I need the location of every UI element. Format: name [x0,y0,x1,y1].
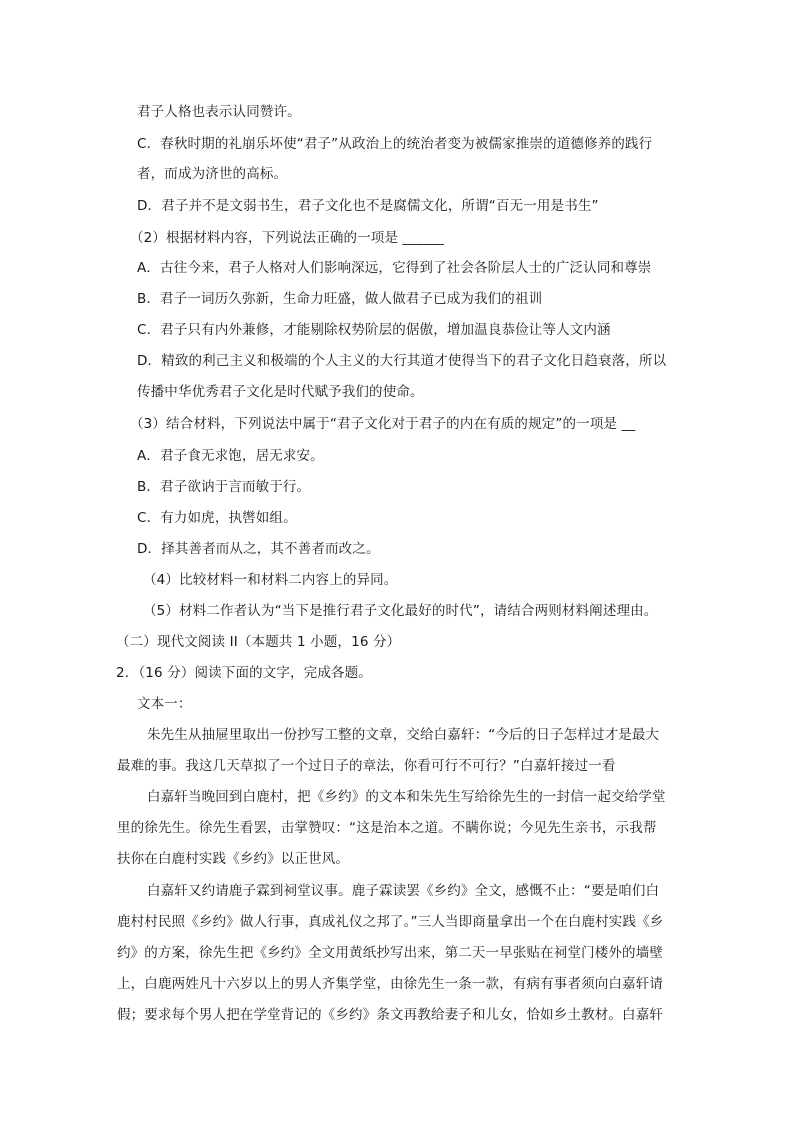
paragraph-line: 白嘉轩又约请鹿子霖到祠堂议事。鹿子霖读罢《乡约》全文，感慨不止：“要是咱们白 [147,883,660,899]
text-line: D．君子并不是文弱书生，君子文化也不是腐儒文化，所谓“百无一用是书生” [137,198,599,214]
question-5-prompt: （5）材料二作者认为“当下是推行君子文化最好的时代”，请结合两则材料阐述理由。 [143,603,658,619]
text-line: 传播中华优秀君子文化是时代赋予我们的使命。 [137,384,424,400]
question-3-prompt: （3）结合材料，下列说法中属于“君子文化对于君子的内在有质的规定”的一项是 __ [130,416,636,432]
text-label: 文本一： [137,696,192,712]
option-c: C．有力如虎，执辔如组。 [137,510,297,526]
paragraph-line: 扶你在白鹿村实践《乡约》以正世风。 [117,851,350,867]
option-a: A．古往今来，君子人格对人们影响深远，它得到了社会各阶层人士的广泛认同和尊崇 [137,260,652,276]
paragraph-line: 白嘉轩当晚回到白鹿村，把《乡约》的文本和朱先生写给徐先生的一封信一起交给学堂 [147,789,666,805]
paragraph-line: 最难的事。我这几天草拟了一个过日子的章法，你看可行不可行？”白嘉轩接过一看 [117,758,616,774]
question-4-prompt: （4）比较材料一和材料二内容上的异同。 [143,572,398,588]
paragraph-line: 假；要求每个男人把在学堂背记的《乡约》条文再教给妻子和儿女，恰如乡土教材。白嘉轩 [117,1007,663,1023]
paragraph-line: 鹿村村民照《乡约》做人行事，真成礼仪之邦了。”三人当即商量拿出一个在白鹿村实践《乡 [117,914,664,930]
paragraph-line: 里的徐先生。徐先生看罢，击掌赞叹：“这是治本之道。不瞒你说；今见先生亲书，示我帮 [117,820,657,836]
option-a: A．君子食无求饱，居无求安。 [137,448,324,464]
text-line: C．春秋时期的礼崩乐坏使“君子”从政治上的统治者变为被儒家推崇的道德修养的践行 [137,136,653,152]
paragraph-line: 朱先生从抽屉里取出一份抄写工整的文章，交给白嘉轩：“今后的日子怎样过才是最大 [147,727,660,743]
option-b: B．君子欲讷于言而敏于行。 [137,479,311,495]
option-c: C．君子只有内外兼修，才能剔除权势阶层的倨傲，增加温良恭俭让等人文内涵 [137,322,611,338]
question-2-prompt: （2）根据材料内容，下列说法正确的一项是 ______ [130,230,444,246]
question-heading: 2．（16 分）阅读下面的文字，完成各题。 [116,665,372,681]
paragraph-line: 约》的方案，徐先生把《乡约》全文用黄纸抄写出来，第二天一早张贴在祠堂门楼外的墙壁 [117,945,663,961]
option-d: D．择其善者而从之，其不善者而改之。 [137,541,380,557]
text-line: 君子人格也表示认同赞许。 [137,104,301,120]
section-heading: （二）现代文阅读 II（本题共 1 小题，16 分） [116,634,401,650]
text-line: 者，而成为济世的高标。 [137,166,288,182]
option-d: D．精致的利己主义和极端的个人主义的大行其道才使得当下的君子文化日趋衰落，所以 [137,353,667,369]
option-b: B．君子一词历久弥新，生命力旺盛，做人做君子已成为我们的祖训 [137,291,543,307]
paragraph-line: 上，白鹿两姓凡十六岁以上的男人齐集学堂，由徐先生一条一款，有病有事者须向白嘉轩请 [117,976,663,992]
